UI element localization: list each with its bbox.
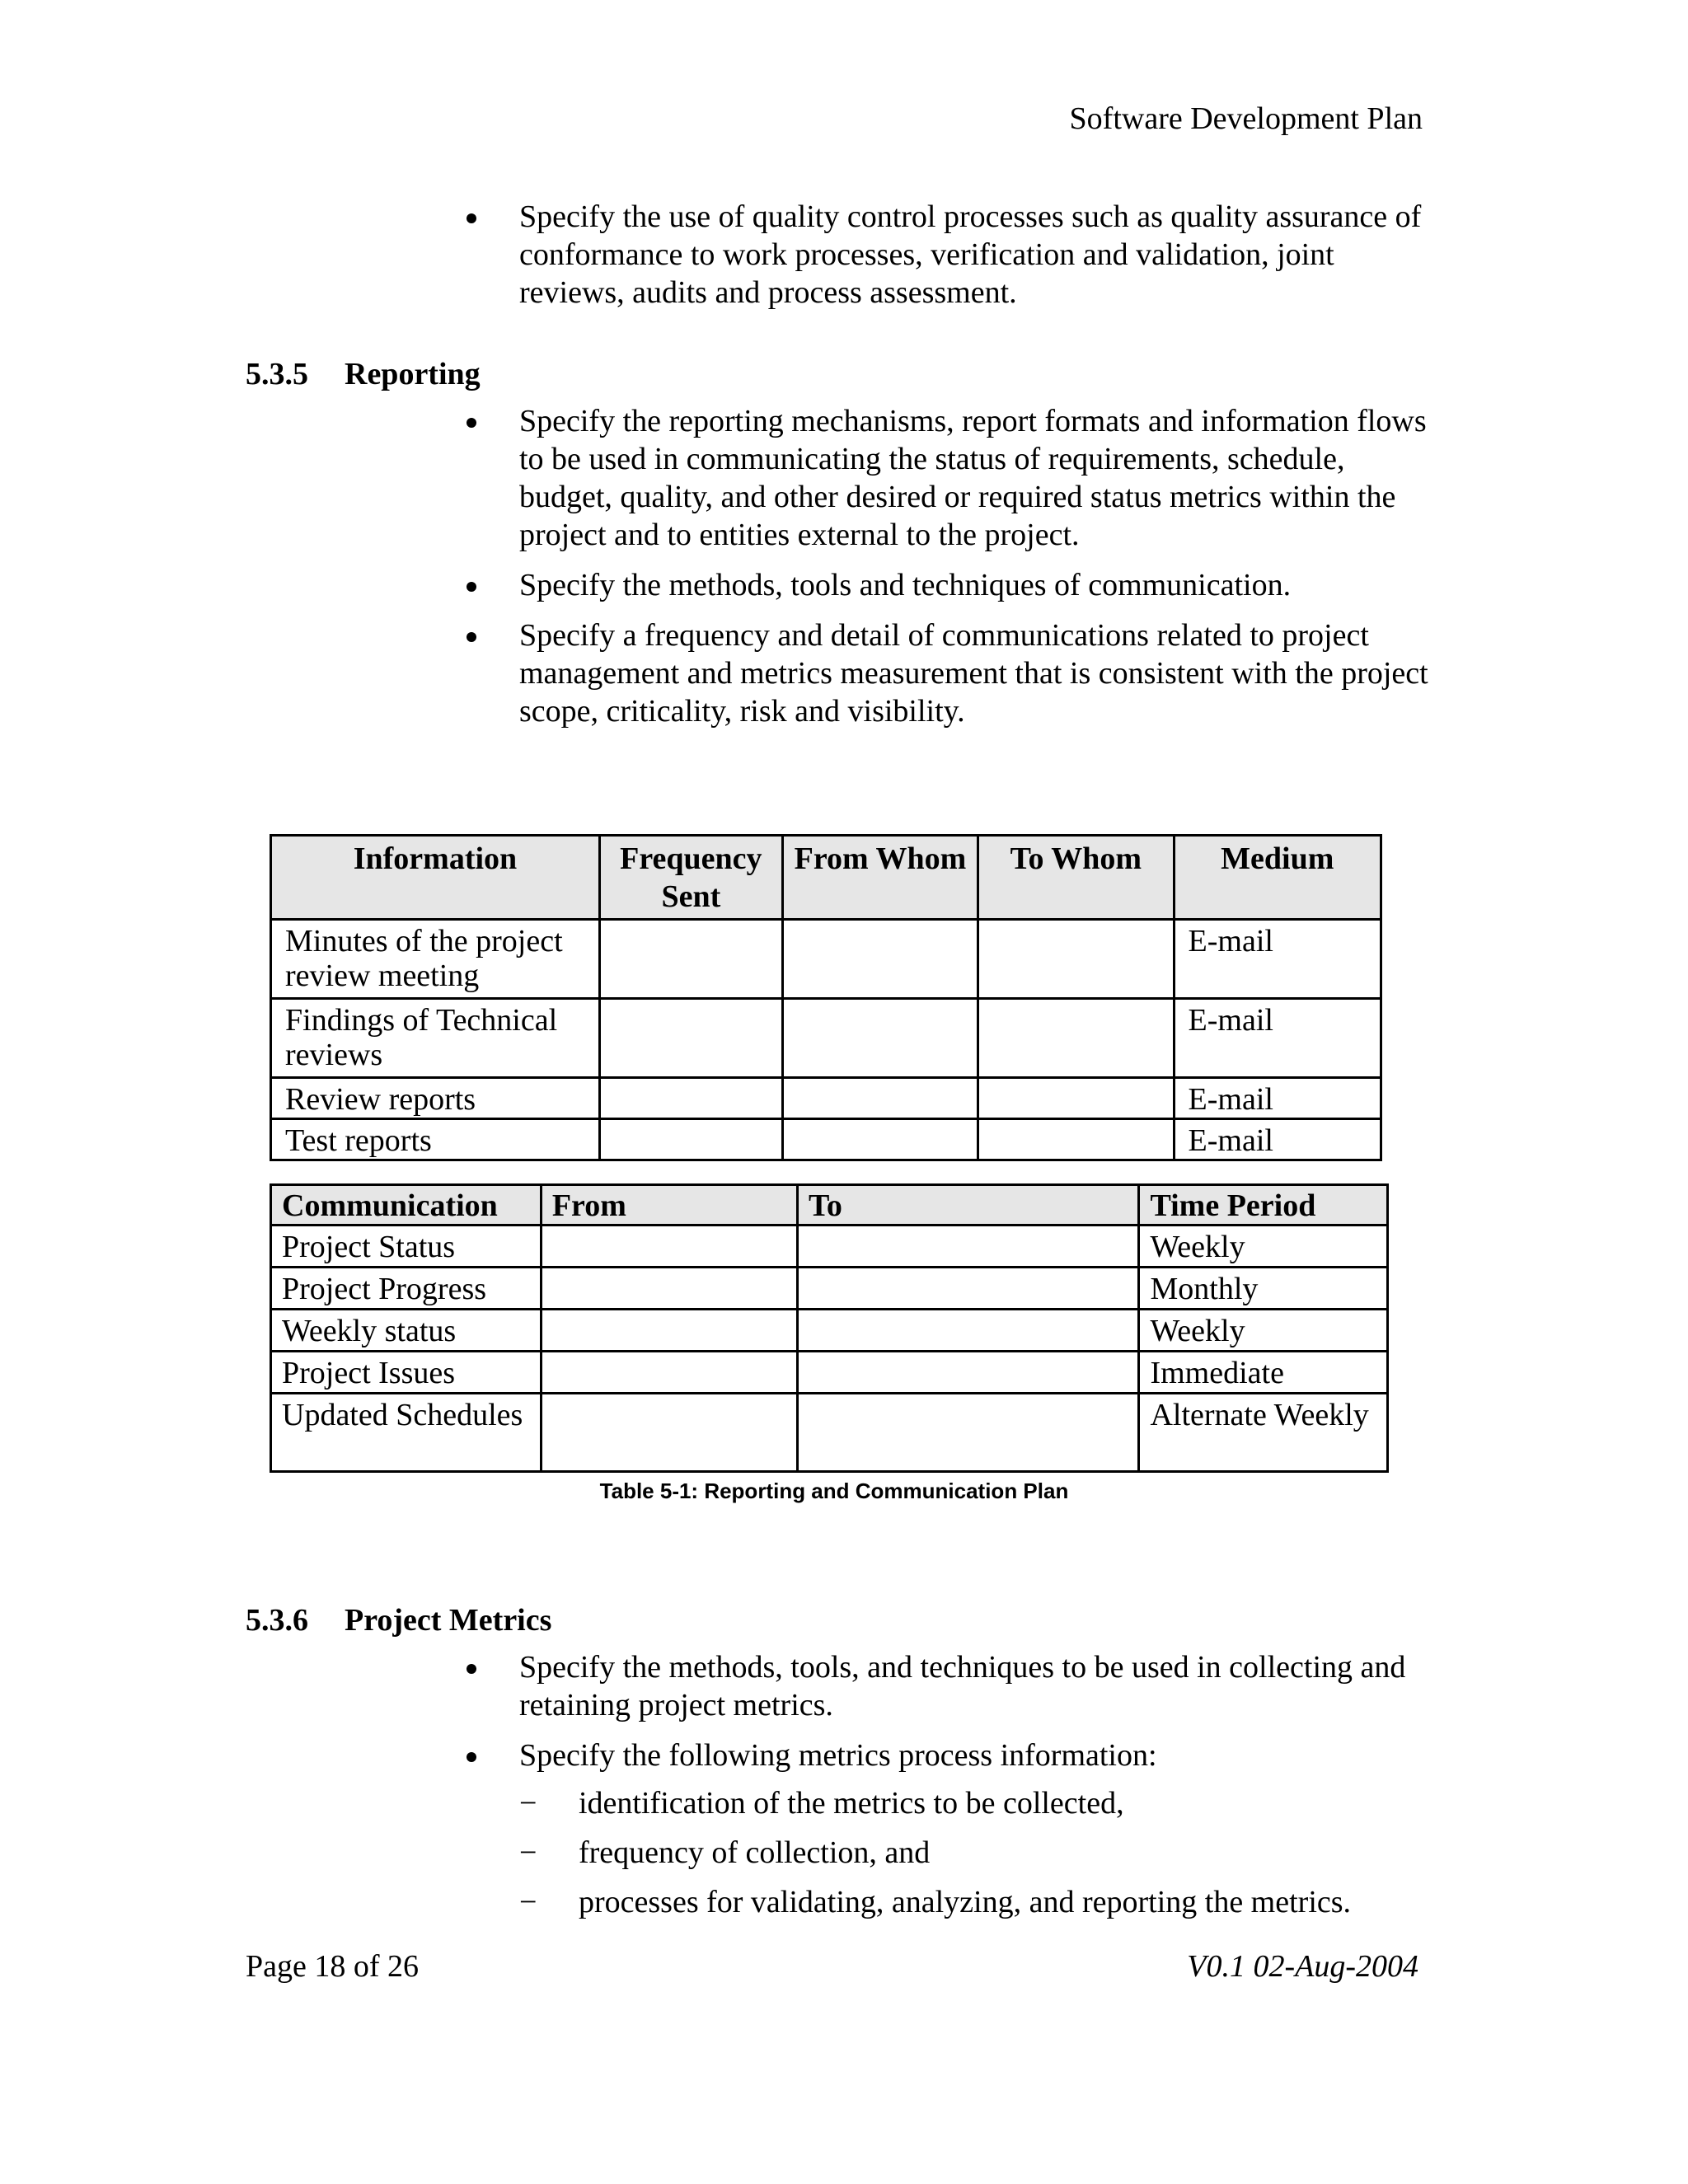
table-cell: E-mail xyxy=(1174,1078,1381,1119)
table-cell: Findings of Technical reviews xyxy=(271,999,600,1078)
sub-list-item: − identification of the metrics to be collected, xyxy=(519,1786,1124,1821)
bullet-icon xyxy=(467,1664,476,1674)
table-cell: E-mail xyxy=(1174,1119,1381,1160)
table-row xyxy=(271,1226,1388,1268)
table-cell xyxy=(599,920,782,999)
table-cell xyxy=(541,1394,797,1472)
table-row xyxy=(271,1078,1381,1119)
table-cell xyxy=(782,1078,978,1119)
list-item: Specify the reporting mechanisms, report formats and information flows to be used in communicating the status of requirements, schedule, budget, quality, and other desired or required status metrics within the project and to entities external to the project. xyxy=(462,402,1434,554)
table-cell xyxy=(782,999,978,1078)
column-header: From xyxy=(541,1185,797,1226)
list-item: Specify the methods, tools, and techniques to be used in collecting and retaining project metrics. xyxy=(462,1648,1434,1724)
table-row xyxy=(271,1310,1388,1352)
table-cell xyxy=(797,1352,1138,1394)
column-header: Medium xyxy=(1174,836,1381,920)
table-cell: Updated Schedules xyxy=(271,1394,542,1472)
sub-list-item: − frequency of collection, and xyxy=(519,1835,931,1870)
column-header: Frequency Sent xyxy=(599,836,782,920)
version-date: V0.1 02-Aug-2004 xyxy=(1187,1949,1418,1984)
table-row xyxy=(271,999,1381,1078)
table-cell xyxy=(599,1119,782,1160)
table-cell xyxy=(541,1352,797,1394)
table-cell xyxy=(797,1310,1138,1352)
table-cell: Project Issues xyxy=(271,1352,542,1394)
table-cell: Minutes of the project review meeting xyxy=(271,920,600,999)
table-header-row xyxy=(271,1185,1388,1226)
table-caption: Table 5-1: Reporting and Communication Plan xyxy=(599,1479,1069,1503)
bullet-icon xyxy=(467,418,476,428)
table-cell: Alternate Weekly xyxy=(1139,1394,1388,1472)
list-item: Specify the methods, tools and techniques of communication. xyxy=(462,566,1434,604)
dash-icon: − xyxy=(519,1786,537,1821)
column-header: Communication xyxy=(271,1185,542,1226)
table-row xyxy=(271,1352,1388,1394)
table-cell xyxy=(782,920,978,999)
table-cell: Immediate xyxy=(1139,1352,1388,1394)
list-item: Specify the use of quality control processes such as quality assurance of conformance to work processes, verification and validation, joint reviews, audits and process assessment. xyxy=(462,198,1434,312)
reporting-bullet-list xyxy=(462,402,1434,743)
table-cell: Weekly xyxy=(1139,1310,1388,1352)
table-cell xyxy=(797,1268,1138,1310)
table-cell: Project Status xyxy=(271,1226,542,1268)
table-cell xyxy=(782,1119,978,1160)
column-header: To xyxy=(797,1185,1138,1226)
table-row xyxy=(271,1394,1388,1472)
table-row xyxy=(271,1119,1381,1160)
table-cell: E-mail xyxy=(1174,920,1381,999)
column-header: Information xyxy=(271,836,600,920)
bullet-icon xyxy=(467,582,476,592)
bullet-icon xyxy=(467,213,476,223)
section-title: Project Metrics xyxy=(345,1603,552,1638)
table-header-row xyxy=(271,836,1381,920)
intro-bullet-list xyxy=(462,198,1434,324)
table-cell xyxy=(541,1268,797,1310)
page-number: Page 18 of 26 xyxy=(246,1949,420,1984)
table-cell xyxy=(541,1310,797,1352)
running-header: Software Development Plan xyxy=(1069,101,1423,136)
metrics-bullet-list xyxy=(462,1648,1434,1933)
column-header: From Whom xyxy=(782,836,978,920)
information-table xyxy=(270,834,1382,1161)
table-cell xyxy=(978,999,1174,1078)
list-item: Specify the following metrics process information: − identification of the metrics to be collected, − frequency of collection, and − processes for validating, analyzing, and reporting the metrics. xyxy=(462,1736,1434,1921)
metrics-sub-list xyxy=(519,1784,1434,1921)
table-cell xyxy=(978,920,1174,999)
table-cell: Weekly xyxy=(1139,1226,1388,1268)
table-cell xyxy=(541,1226,797,1268)
table-cell: E-mail xyxy=(1174,999,1381,1078)
dash-icon: − xyxy=(519,1885,537,1919)
section-number: 5.3.6 xyxy=(246,1603,308,1638)
sub-list-item: − processes for validating, analyzing, and reporting the metrics. xyxy=(519,1885,1352,1919)
column-header: To Whom xyxy=(978,836,1174,920)
table-row xyxy=(271,1268,1388,1310)
column-header: Time Period xyxy=(1139,1185,1388,1226)
list-item: Specify a frequency and detail of communications related to project management and metrics measurement that is consistent with the project scope, criticality, risk and visibility. xyxy=(462,616,1434,730)
table-cell: Review reports xyxy=(271,1078,600,1119)
table-row xyxy=(271,920,1381,999)
table-cell: Weekly status xyxy=(271,1310,542,1352)
bullet-icon xyxy=(467,632,476,642)
table-cell xyxy=(978,1078,1174,1119)
table-cell: Test reports xyxy=(271,1119,600,1160)
table-cell xyxy=(599,1078,782,1119)
table-cell xyxy=(797,1226,1138,1268)
bullet-icon xyxy=(467,1752,476,1762)
table-cell xyxy=(797,1394,1138,1472)
section-heading-project-metrics xyxy=(246,1601,551,1640)
dash-icon: − xyxy=(519,1835,537,1870)
section-heading-reporting xyxy=(246,354,481,394)
communication-table xyxy=(270,1183,1389,1473)
table-cell xyxy=(978,1119,1174,1160)
section-number: 5.3.5 xyxy=(246,357,308,391)
table-cell: Project Progress xyxy=(271,1268,542,1310)
table-cell xyxy=(599,999,782,1078)
section-title: Reporting xyxy=(345,357,481,391)
table-cell: Monthly xyxy=(1139,1268,1388,1310)
